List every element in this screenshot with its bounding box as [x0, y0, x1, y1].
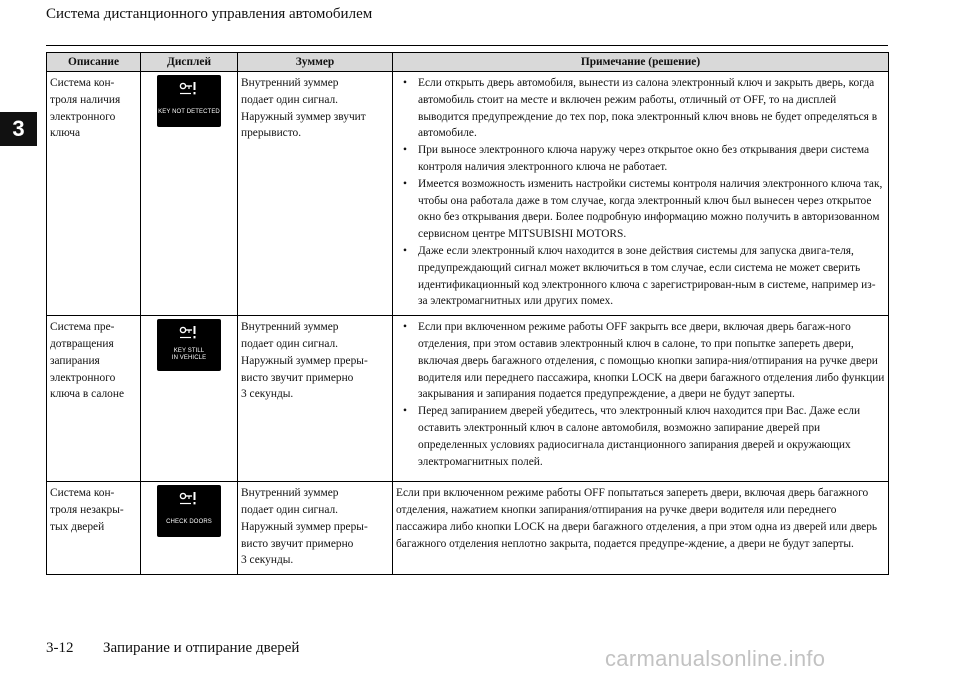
- display-warning-image: [157, 485, 221, 537]
- row-notes: Если при включенном режиме работы OFF попытаться запереть двери, включая дверь багажного отделения, нажатием кнопки запирания/отпирания на ручке двери водителя или переднего пассажира либо кнопки LOCK на двери багажного отделения, а при этом одна из дверей или дверь багажного отделения неплотно закрыта, подается предупре-ждение, а двери не будут заперты.: [393, 482, 889, 575]
- table-row: [47, 72, 889, 316]
- row-display-cell: [141, 316, 238, 482]
- key-warning-icon: [179, 491, 199, 507]
- key-warning-icon: [179, 325, 199, 341]
- table-header-row: [47, 53, 889, 72]
- note-item: • При выносе электронного ключа наружу через открытое окно без открывания двери система контроля наличия электронного ключа не работает.: [396, 142, 885, 176]
- table-row: [47, 482, 889, 575]
- watermark: carmanualsonline.info: [605, 646, 826, 671]
- row-buzzer: Внутренний зуммер подает один сигнал. Наружный зуммер звучит прерывисто.: [238, 72, 393, 316]
- header-buzzer: Зуммер: [238, 53, 393, 72]
- row-display-cell: [141, 72, 238, 316]
- note-item: • Даже если электронный ключ находится в зоне действия системы для запуска двига-теля, предупреждающий сигнал может включиться в том случае, если система не может сверить идентификационный код электронного ключа с зарегистрирован-ным в системе, например из-за электромагнитных или других помех.: [396, 243, 885, 310]
- row-buzzer: Внутренний зуммер подает один сигнал. Наружный зуммер преры- висто звучит примерно 3 секунды.: [238, 316, 393, 482]
- display-label: KEY NOT DETECTED: [158, 109, 220, 115]
- warning-table: [46, 52, 889, 575]
- display-label-line: IN VEHICLE: [171, 355, 207, 362]
- display-label: CHECK DOORS: [166, 519, 212, 526]
- header-display: Дисплей: [141, 53, 238, 72]
- display-warning-image: [157, 75, 221, 127]
- row-display-cell: [141, 482, 238, 575]
- key-warning-icon: [179, 81, 199, 97]
- header-description: Описание: [47, 53, 141, 72]
- row-notes: [393, 316, 889, 482]
- page-header-title: Система дистанционного управления автомобилем: [46, 6, 373, 22]
- display-label: [157, 348, 221, 362]
- header-divider: [46, 45, 888, 46]
- row-notes: [393, 72, 889, 316]
- row-description: Система кон- троля наличия электронного ключа: [47, 72, 141, 316]
- note-item: • Если открыть дверь автомобиля, вынести из салона электронный ключ и закрыть дверь, когда автомобиль стоит на месте и включен режим работы, отличный от OFF, то на дисплей выводится предупреждение до тех пор, пока электронный ключ вновь не будет определяться в автомобиле.: [396, 75, 885, 142]
- note-item: • Имеется возможность изменить настройки системы контроля наличия электронного ключа так, чтобы она работала даже в том случае, когда электронный ключ был вынесен через открытое окно без открывания двери. Более подробную информацию можно получить в авторизованном сервисном центре MITSUBISHI MOTORS.: [396, 176, 885, 243]
- display-warning-image: [157, 319, 221, 371]
- table-row: [47, 316, 889, 482]
- note-item: • Если при включенном режиме работы OFF закрыть все двери, включая дверь багаж-ного отделения, при этом оставив электронный ключ в салоне, то при попытке запереть двери, включая дверь багажного отделения, с помощью кнопки запира-ния/отпирания на ручке двери водителя или переднего пассажира, кнопки LOCK на двери багажного отделения либо функции закрывания и запирания подается предупреждение, а двери не будут заперты.: [396, 319, 885, 403]
- row-buzzer: Внутренний зуммер подает один сигнал. Наружный зуммер преры- висто звучит примерно 3 секунды.: [238, 482, 393, 575]
- display-label-line: KEY STILL: [173, 348, 205, 355]
- chapter-tab: 3: [0, 112, 37, 146]
- note-item: • Перед запиранием дверей убедитесь, что электронный ключ находится при Вас. Даже если оставить электронный ключ в салоне автомобиля, возможно запирание дверей при определенных условиях радиосигнала дистанционного запирания дверей и окружающих электромагнитных полей.: [396, 403, 885, 470]
- header-notes: Примечание (решение): [393, 53, 889, 72]
- row-description: Система кон- троля незакры- тых дверей: [47, 482, 141, 575]
- row-description: Система пре- дотвращения запирания электронного ключа в салоне: [47, 316, 141, 482]
- page-number: 3-12: [46, 640, 74, 656]
- footer-section-title: Запирание и отпирание дверей: [103, 640, 300, 656]
